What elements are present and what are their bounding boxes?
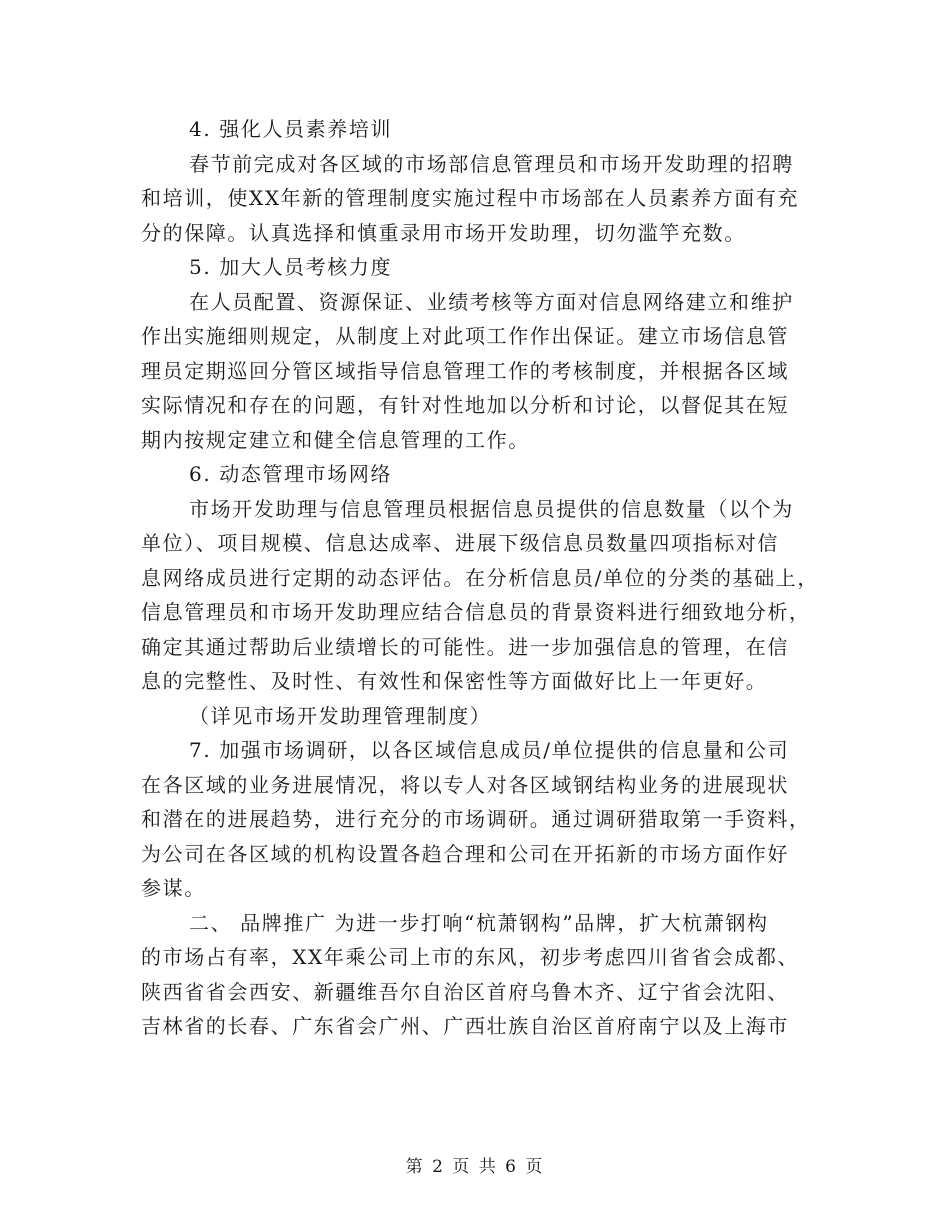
paragraph-line: 在各区域的业务进展情况，将以专人对各区域钢结构业务的进展现状 (141, 772, 789, 797)
paragraph-line: 春节前完成对各区域的市场部信息管理员和市场开发助理的招聘 (189, 151, 794, 176)
paragraph-line: 实际情况和存在的问题，有针对性地加以分析和讨论，以督促其在短 (141, 393, 789, 417)
section-heading: 4. 强化人员素养培训 (189, 117, 393, 141)
section-heading: 5. 加大人员考核力度 (189, 255, 393, 279)
paragraph-line: （详见市场开发助理管理制度） (189, 703, 492, 728)
paragraph-line: 参谋。 (141, 876, 206, 900)
paragraph-line: 确定其通过帮助后业绩增长的可能性。进一步加强信息的管理，在信 (141, 634, 789, 659)
paragraph-line: 7. 加强市场调研，以各区域信息成员/单位提供的信息量和公司 (189, 738, 790, 762)
paragraph-line: 作出实施细则规定，从制度上对此项工作作出保证。建立市场信息管 (141, 324, 789, 348)
paragraph-line: 在人员配置、资源保证、业绩考核等方面对信息网络建立和维护 (189, 289, 794, 314)
paragraph-line: 息网络成员进行定期的动态评估。在分析信息员/单位的分类的基础上， (141, 565, 819, 590)
paragraph-line: 信息管理员和市场开发助理应结合信息员的背景资料进行细致地分析， (141, 600, 811, 624)
paragraph-line: 二、 品牌推广 为进一步打响“杭萧钢构”品牌，扩大杭萧钢构 (189, 910, 769, 935)
paragraph-line: 分的保障。认真选择和慎重录用市场开发助理，切勿滥竽充数。 (141, 220, 746, 245)
page-number-footer: 第 2 页 共 6 页 (405, 1157, 545, 1177)
paragraph-line: 期内按规定建立和健全信息管理的工作。 (141, 427, 530, 452)
paragraph-line: 的市场占有率，XX年乘公司上市的东风，初步考虑四川省省会成都、 (141, 945, 800, 969)
document-body (141, 112, 819, 1044)
paragraph-line: 和培训，使XX年新的管理制度实施过程中市场部在人员素养方面有充 (141, 186, 800, 210)
paragraph-line: 理员定期巡回分管区域指导信息管理工作的考核制度，并根据各区域 (141, 358, 789, 383)
paragraph-line: 市场开发助理与信息管理员根据信息员提供的信息数量（以个为 (189, 496, 794, 521)
paragraph-line: 为公司在各区域的机构设置各趋合理和公司在开拓新的市场方面作好 (141, 841, 789, 866)
paragraph-line: 息的完整性、及时性、有效性和保密性等方面做好比上一年更好。 (141, 669, 768, 693)
paragraph-line: 和潜在的进展趋势，进行充分的市场调研。通过调研猎取第一手资料， (141, 807, 811, 831)
section-heading: 6. 动态管理市场网络 (189, 462, 393, 486)
paragraph-line: 陕西省省会西安、新疆维吾尔自治区首府乌鲁木齐、辽宁省会沈阳、 (141, 979, 789, 1004)
paragraph-line: 单位）、项目规模、信息达成率、进展下级信息员数量四项指标对信 (141, 531, 779, 555)
paragraph-line: 吉林省的长春、广东省会广州、广西壮族自治区首府南宁以及上海市 (141, 1014, 789, 1038)
